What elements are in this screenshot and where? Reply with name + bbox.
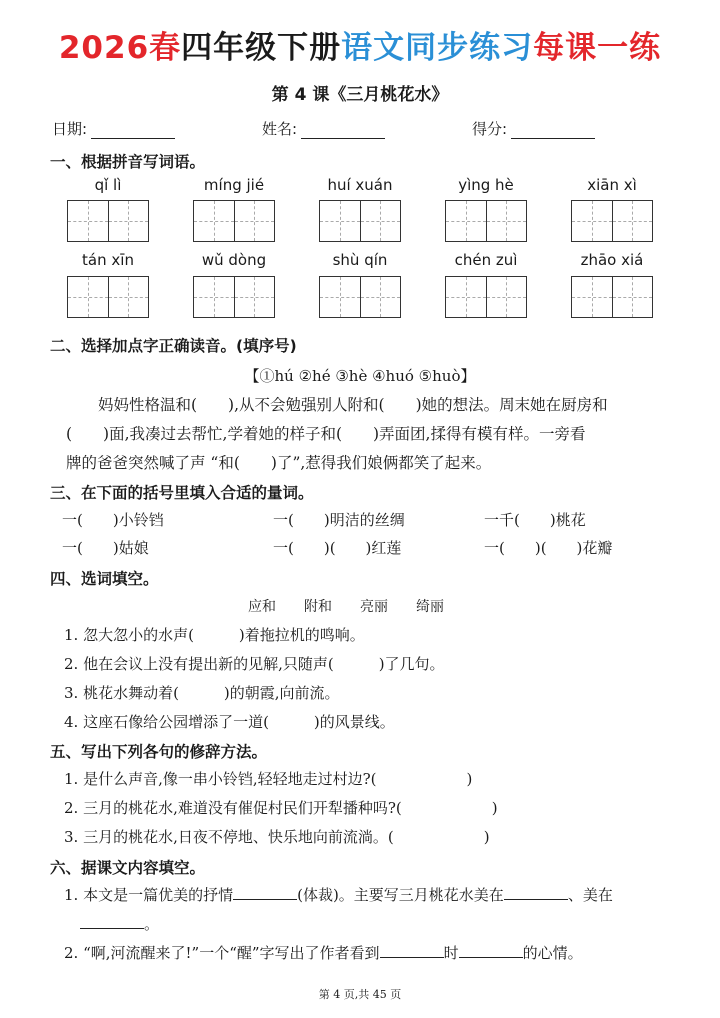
score-label: 得分:: [472, 120, 508, 138]
tianzige-box[interactable]: [319, 200, 401, 242]
pinyin-label: míng jié: [203, 176, 265, 194]
pinyin-label: zhāo xiá: [580, 251, 644, 269]
passage-line: 妈妈性格温和( ),从不会勉强别人附和( )她的想法。周末她在厨房和: [98, 396, 608, 414]
pinyin-label: huí xuán: [327, 176, 393, 194]
text: 时: [443, 944, 459, 962]
pinyin-label: qǐ lì: [94, 176, 122, 194]
fill-item: 1. 忽大忽小的水声( )着拖拉机的鸣响。: [64, 626, 365, 644]
section5-heading: 五、写出下列各句的修辞方法。: [50, 743, 268, 761]
page-footer: 第 4 页,共 45 页: [318, 988, 402, 1001]
pronunciation-options: 【①hú ②hé ③hè ④huó ⑤huò】: [244, 367, 476, 385]
summary-item-1: [64, 884, 613, 905]
tianzige-box[interactable]: [67, 276, 149, 318]
section3-heading: 三、在下面的括号里填入合适的量词。: [50, 484, 314, 502]
word-bank: [248, 596, 472, 616]
title-part-year: 2026春: [58, 30, 182, 66]
pinyin-label: tán xīn: [82, 251, 134, 269]
pinyin-label: shù qín: [332, 251, 388, 269]
tianzige-box[interactable]: [193, 200, 275, 242]
text: 。: [144, 915, 160, 933]
tianzige-box[interactable]: [193, 276, 275, 318]
score-blank[interactable]: [511, 124, 595, 139]
text: 的心情。: [522, 944, 583, 962]
date-blank[interactable]: [91, 124, 175, 139]
answer-blank[interactable]: [80, 914, 144, 929]
fill-item: 4. 这座石像给公园增添了一道( )的风景线。: [64, 713, 395, 731]
tianzige-box[interactable]: [445, 200, 527, 242]
date-field: [52, 118, 175, 139]
text: 2. “啊,河流醒来了!”一个“醒”字写出了作者看到: [64, 944, 380, 962]
text: 、美在: [567, 886, 613, 904]
section2-heading: 二、选择加点字正确读音。(填序号): [50, 337, 297, 355]
fill-item: 3. 桃花水舞动着( )的朝霞,向前流。: [64, 684, 340, 702]
measure-word-item: 一( )( )红莲: [273, 539, 402, 557]
summary-item-2: [64, 942, 583, 963]
word-bank-item: 亮丽: [360, 599, 388, 615]
tianzige-box[interactable]: [67, 200, 149, 242]
pinyin-label: chén zuì: [454, 251, 518, 269]
measure-word-item: 一( )明洁的丝绸: [273, 511, 405, 529]
rhetoric-item: 3. 三月的桃花水,日夜不停地、快乐地向前流淌。( ): [64, 828, 490, 846]
title-part-grade: 四年级下册: [181, 30, 342, 66]
section4-heading: 四、选词填空。: [50, 570, 159, 588]
rhetoric-item: 1. 是什么声音,像一串小铃铛,轻轻地走过村边?( ): [64, 770, 473, 788]
word-bank-item: 应和: [248, 599, 276, 615]
word-bank-item: 附和: [304, 599, 332, 615]
answer-blank[interactable]: [504, 885, 568, 900]
measure-word-item: 一( )姑娘: [62, 539, 149, 557]
lesson-title: 第 4 课《三月桃花水》: [271, 85, 449, 105]
title-part-subject: 语文同步练习: [341, 30, 534, 66]
date-label: 日期:: [52, 120, 88, 138]
measure-word-item: 一( )( )花瓣: [484, 539, 613, 557]
tianzige-box[interactable]: [319, 276, 401, 318]
word-bank-item: 绮丽: [416, 599, 444, 615]
text: 1. 本文是一篇优美的抒情: [64, 886, 234, 904]
text: (体裁)。主要写三月桃花水美在: [297, 886, 504, 904]
tianzige-box[interactable]: [571, 200, 653, 242]
answer-blank[interactable]: [380, 943, 444, 958]
name-label: 姓名:: [262, 120, 298, 138]
rhetoric-item: 2. 三月的桃花水,难道没有催促村民们开犁播种吗?( ): [64, 799, 498, 817]
page-title: [0, 22, 720, 67]
answer-blank[interactable]: [233, 885, 297, 900]
tianzige-box[interactable]: [571, 276, 653, 318]
section1-heading: 一、根据拼音写词语。: [50, 153, 206, 171]
name-blank[interactable]: [301, 124, 385, 139]
tianzige-box[interactable]: [445, 276, 527, 318]
section6-heading: 六、据课文内容填空。: [50, 859, 206, 877]
pinyin-label: xiān xì: [587, 176, 637, 194]
score-field: [472, 118, 595, 139]
pinyin-label: yìng hè: [458, 176, 514, 194]
answer-blank[interactable]: [459, 943, 523, 958]
measure-word-item: 一( )小铃铛: [62, 511, 164, 529]
fill-item: 2. 他在会议上没有提出新的见解,只随声( )了几句。: [64, 655, 445, 673]
passage-line: ( )面,我凑过去帮忙,学着她的样子和( )弄面团,揉得有模有样。一旁看: [66, 425, 586, 443]
summary-item-1-cont: [80, 913, 159, 934]
name-field: [262, 118, 385, 139]
passage-line: 牌的爸爸突然喊了声 “和( )了”,惹得我们娘俩都笑了起来。: [66, 454, 492, 472]
pinyin-label: wǔ dòng: [201, 251, 267, 269]
title-part-practice: 每课一练: [533, 30, 662, 66]
measure-word-item: 一千( )桃花: [484, 511, 586, 529]
